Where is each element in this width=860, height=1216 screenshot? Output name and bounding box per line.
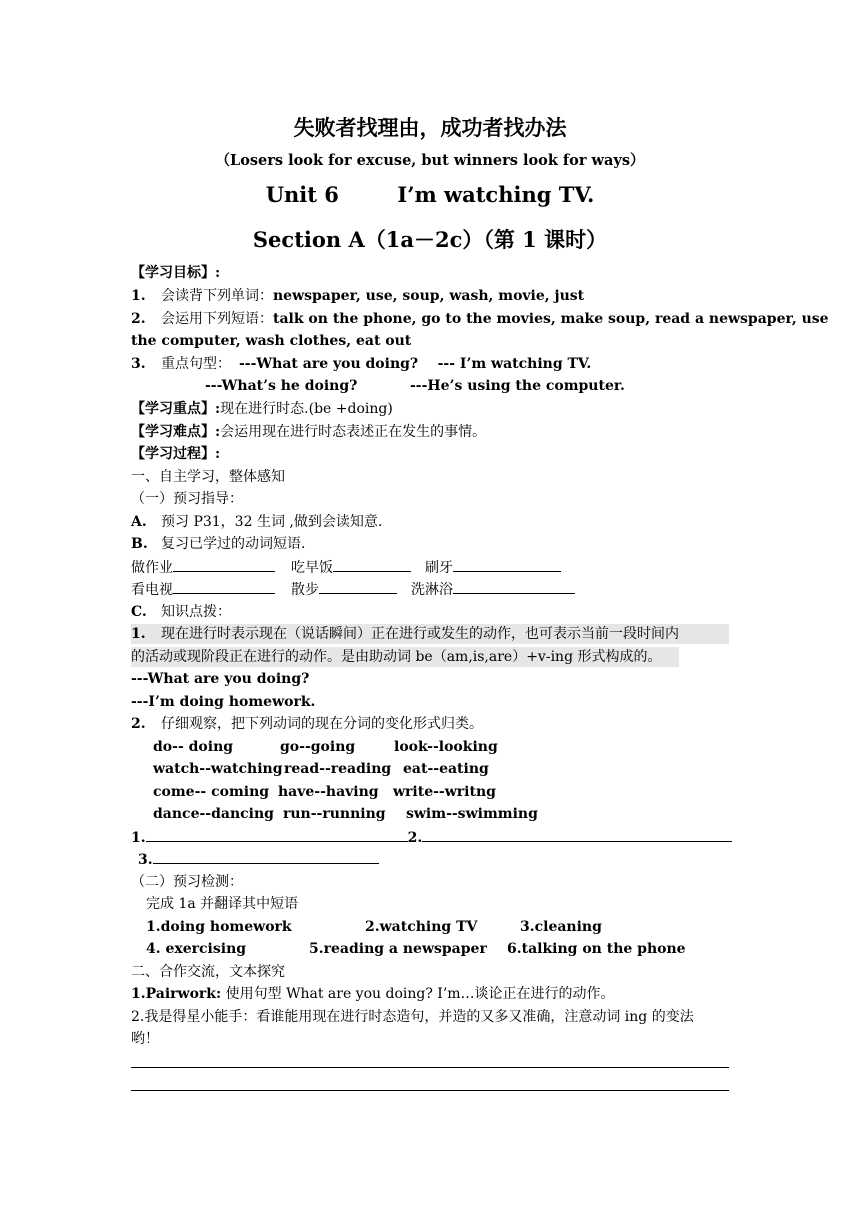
objective-item-2-continued: the computer, wash clothes, eat out — [131, 333, 412, 349]
phrase: 5.reading a newspaper — [309, 941, 487, 957]
objective-number: 2. — [131, 311, 146, 327]
motto-title: 失败者找理由，成功者找办法 — [293, 115, 567, 140]
blank-row-2 — [131, 579, 575, 600]
objective-label: 会运用下列短语： — [161, 311, 273, 327]
grammar-note-1 — [131, 624, 729, 644]
note-text: 现在进行时表示现在（说话瞬间）正在进行或发生的动作，也可表示当前一段时间内 — [161, 626, 679, 642]
task-b-label: B. — [131, 536, 148, 552]
preview-check-heading: （二）预习检测： — [131, 874, 243, 890]
pairwork-text: 使用句型 What are you doing? I’m…谈论正在进行的动作。 — [221, 986, 615, 1002]
blank-label: 吃早饭 — [291, 560, 333, 576]
note-number: 1. — [131, 626, 146, 642]
verb-form: do-- doing — [153, 739, 234, 755]
answer-blank[interactable] — [173, 557, 275, 572]
star-task: 2.我是得星小能手：看谁能用现在进行时态造句，并造的又多又准确，注意动词 ing 的变法 — [131, 1009, 694, 1025]
answer-blank[interactable] — [146, 827, 408, 842]
answer-blank[interactable] — [453, 579, 575, 594]
example-answer: ---I’m doing homework. — [131, 694, 316, 710]
phrase: 1.doing homework — [146, 919, 292, 935]
verb-row — [153, 759, 489, 779]
verb-form: look--looking — [394, 739, 498, 755]
grammar-note-2 — [131, 714, 483, 734]
phrase: 4. exercising — [146, 941, 247, 957]
answer-blank[interactable] — [453, 557, 561, 572]
verb-form: swim--swimming — [406, 806, 538, 822]
objective-label: 重点句型： — [161, 356, 231, 372]
objective-content: talk on the phone, go to the movies, make soup, read a newspaper, use — [273, 311, 829, 327]
phrase: 3.cleaning — [520, 919, 602, 935]
task-a — [131, 512, 382, 532]
process-heading: 【学习过程】: — [131, 446, 221, 462]
motto-subtitle: （Losers look for excuse, but winners look for ways） — [215, 152, 645, 169]
answer-blank[interactable] — [333, 557, 411, 572]
key-point-text: 现在进行时态.(be +doing) — [220, 401, 393, 417]
verb-form: eat--eating — [403, 761, 489, 777]
verb-form: run--running — [283, 806, 386, 822]
verb-form: go--going — [280, 739, 356, 755]
blank-label: 洗淋浴 — [411, 582, 453, 598]
answer-blank[interactable] — [153, 849, 379, 864]
phrase-row — [146, 939, 686, 959]
difficulty — [131, 422, 486, 442]
example-question: ---What are you doing? — [131, 671, 310, 687]
category-label: 1. — [131, 830, 146, 846]
objective-item-2 — [131, 309, 829, 329]
pairwork — [131, 984, 615, 1004]
verb-form: read--reading — [284, 761, 392, 777]
blank-label: 看电视 — [131, 582, 173, 598]
unit-title: Unit 6 I’m watching TV. — [265, 182, 595, 207]
task-b — [131, 534, 305, 554]
task-c-label: C. — [131, 604, 147, 620]
key-point-label: 【学习重点】: — [131, 401, 221, 417]
answer-blank[interactable] — [319, 579, 397, 594]
task-c — [131, 602, 231, 622]
answer-blank[interactable] — [422, 827, 732, 842]
blank-label: 散步 — [291, 582, 319, 598]
section-title: Section A（1a－2c）（第 1 课时） — [252, 227, 608, 252]
objective-number: 1. — [131, 288, 146, 304]
blank-label: 刷牙 — [425, 560, 453, 576]
writing-line[interactable] — [131, 1067, 729, 1068]
objectives-heading: 【学习目标】: — [131, 265, 221, 281]
pattern-question-he: ---What’s he doing? — [205, 378, 358, 394]
pairwork-label: 1.Pairwork: — [131, 986, 222, 1002]
blank-label: 做作业 — [131, 560, 173, 576]
verb-form: write--writng — [393, 784, 496, 800]
difficulty-text: 会运用现在进行时态表述正在发生的事情。 — [220, 424, 487, 440]
preview-guide-heading: （一）预习指导： — [131, 491, 243, 507]
grammar-note-1-continued: 的活动或现阶段正在进行的动作。是由助动词 be（am,is,are）+v-ing 形式构成的。 — [131, 647, 679, 667]
verb-form: dance--dancing — [153, 806, 274, 822]
task-a-text: 预习 P31，32 生词 ,做到会读知意. — [161, 514, 383, 530]
task-c-text: 知识点拨： — [161, 604, 231, 620]
objective-number: 3. — [131, 356, 146, 372]
verb-row — [153, 782, 496, 802]
verb-form: watch--watching — [153, 761, 283, 777]
check-intro: 完成 1a 并翻译其中短语 — [146, 896, 299, 912]
objective-item-1 — [131, 286, 584, 306]
note-number: 2. — [131, 716, 146, 732]
blank-row-1 — [131, 557, 561, 578]
phrase: 6.talking on the phone — [507, 941, 686, 957]
verb-form: come-- coming — [153, 784, 270, 800]
difficulty-label: 【学习难点】: — [131, 424, 221, 440]
objective-content: newspaper, use, soup, wash, movie, just — [273, 288, 585, 304]
objective-content: ---What are you doing? --- I’m watching TV. — [239, 356, 592, 372]
writing-line[interactable] — [131, 1090, 729, 1091]
pattern-answer-he: ---He’s using the computer. — [410, 378, 625, 394]
part2-heading: 二、合作交流，文本探究 — [131, 964, 285, 980]
category-label: 3. — [138, 852, 153, 868]
verb-row — [153, 737, 498, 757]
phrase: 2.watching TV — [365, 919, 478, 935]
note-text: 仔细观察，把下列动词的现在分词的变化形式归类。 — [161, 716, 483, 732]
verb-form: have--having — [278, 784, 379, 800]
verb-row — [153, 804, 538, 824]
task-a-label: A. — [131, 514, 147, 530]
category-label: 2. — [407, 830, 423, 846]
objective-label: 会读背下列单词： — [161, 288, 273, 304]
objective-item-3 — [131, 354, 591, 374]
answer-blank[interactable] — [173, 579, 275, 594]
key-point — [131, 399, 393, 419]
task-b-text: 复习已学过的动词短语. — [161, 536, 306, 552]
category-line-1 — [131, 827, 732, 848]
category-line-3 — [138, 849, 379, 870]
star-task-continued: 哟！ — [131, 1031, 159, 1047]
phrase-row — [146, 917, 602, 937]
part1-heading: 一、自主学习，整体感知 — [131, 469, 285, 485]
